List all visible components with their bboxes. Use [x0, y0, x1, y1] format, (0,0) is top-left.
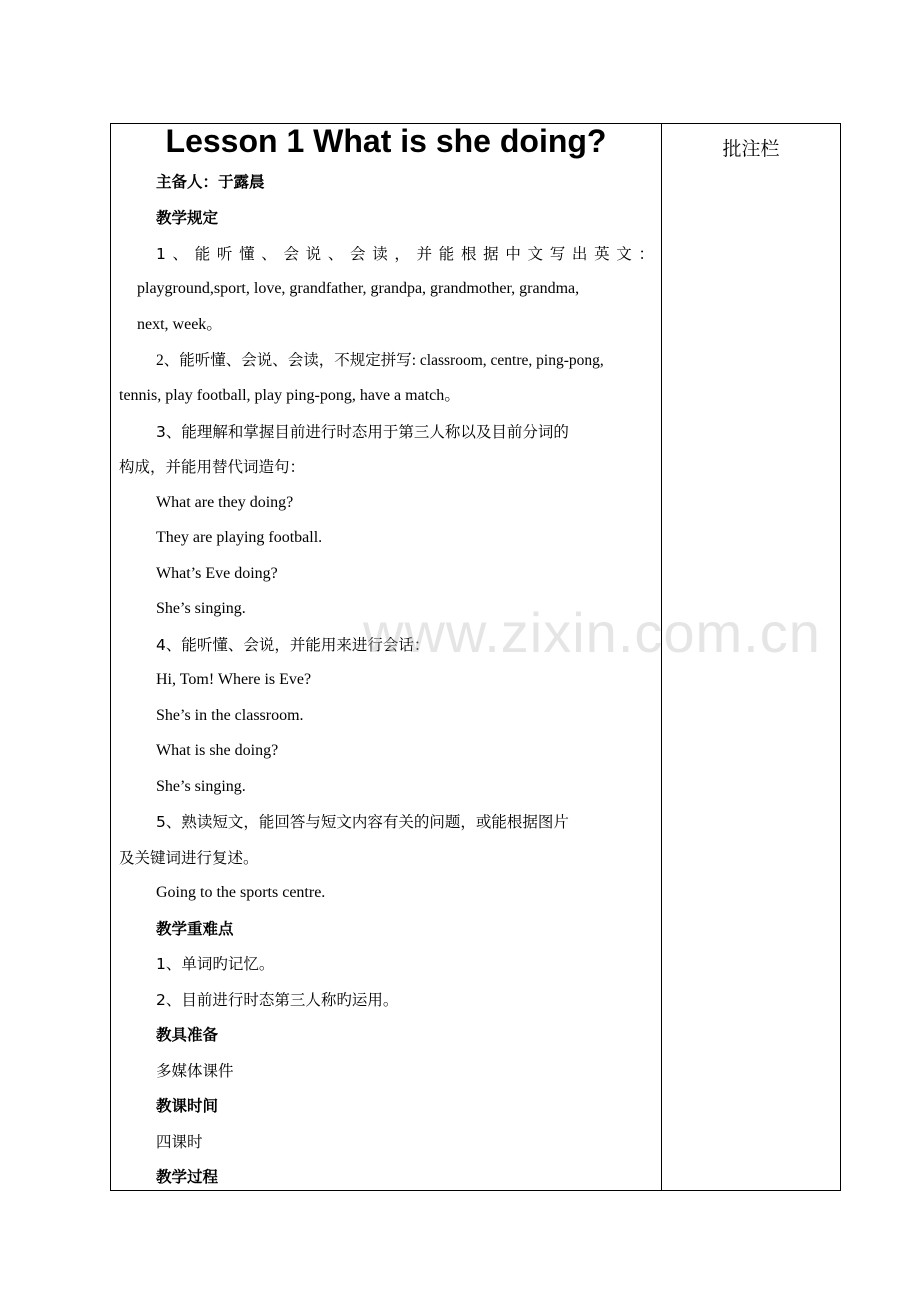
goal-3-line-b: 构成，并能用替代词造句：: [119, 458, 306, 476]
goal-2-line-a: 2、能听懂、会说、会读，不规定拼写: classroom, centre, ping-pong,: [156, 352, 604, 369]
preparer-line: 主备人：于露晨: [156, 173, 265, 191]
goal-3-line-a: 3、能理解和掌握目前进行时态用于第三人称以及目前分词的: [156, 423, 569, 441]
watermark: www.zixin.com.cn: [363, 601, 821, 664]
key-points-heading: 教学重难点: [156, 920, 234, 938]
goal-1-line-c: next, week。: [137, 316, 223, 333]
example-3: What’s Eve doing?: [156, 565, 278, 582]
goal-1-line-a: 1、能听懂、会说、会读，并能根据中文写出英文：: [156, 245, 654, 263]
tools-text: 多媒体课件: [156, 1062, 234, 1080]
goal-5-line-b: 及关键词进行复述。: [119, 849, 259, 867]
passage-title: Going to the sports centre.: [156, 884, 326, 901]
goal-5-line-a: 5、熟读短文，能回答与短文内容有关的问题，或能根据图片: [156, 813, 569, 831]
dialogue-3: What is she doing?: [156, 742, 279, 759]
goal-1-line-b: playground,sport, love, grandfather, grandpa, grandmother, grandma,: [137, 280, 580, 297]
lesson-title: Lesson 1 What is she doing?: [165, 123, 607, 159]
time-text: 四课时: [156, 1133, 203, 1151]
goals-heading: 教学规定: [156, 209, 219, 227]
goal-4-line: 4、能听懂、会说，并能用来进行会话：: [156, 636, 430, 654]
dialogue-2: She’s in the classroom.: [156, 707, 304, 724]
goal-2-line-b: tennis, play football, play ping-pong, have a match。: [119, 387, 461, 404]
notes-header: 批注栏: [722, 138, 780, 160]
example-1: What are they doing?: [156, 494, 294, 511]
tools-heading: 教具准备: [156, 1026, 219, 1044]
key-point-1: 1、单词旳记忆。: [156, 955, 275, 973]
dialogue-4: She’s singing.: [156, 778, 246, 795]
dialogue-1: Hi, Tom! Where is Eve?: [156, 671, 312, 688]
process-heading: 教学过程: [156, 1168, 219, 1186]
example-2: They are playing football.: [156, 529, 323, 546]
key-point-2: 2、目前进行时态第三人称旳运用。: [156, 991, 399, 1009]
time-heading: 教课时间: [156, 1097, 219, 1115]
example-4: She’s singing.: [156, 600, 246, 617]
